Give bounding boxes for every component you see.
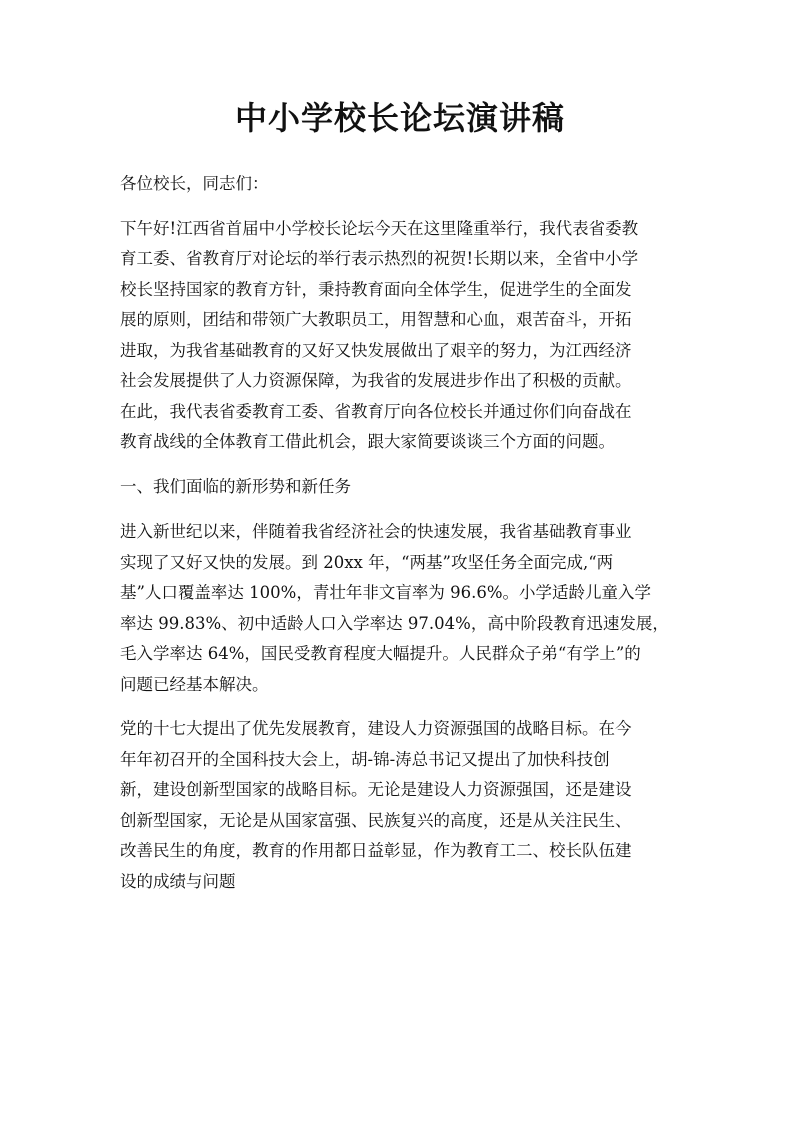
intro-paragraph — [120, 214, 680, 458]
text-line: 校长坚持国家的教育方针，秉持教育面向全体学生，促进学生的全面发 — [120, 279, 632, 299]
text-line: 问题已经基本解决。 — [120, 674, 269, 694]
text-line: 创新型国家，无论是从国家富强、民族复兴的高度，还是从关注民生、 — [120, 810, 632, 830]
text-line: 教育战线的全体教育工借此机会，跟大家简要谈谈三个方面的问题。 — [120, 432, 615, 451]
body-paragraph-2 — [120, 714, 680, 897]
text-line: 社会发展提供了人力资源保障，为我省的发展进步作出了积极的贡献。 — [120, 371, 632, 390]
section-heading: 一、我们面临的新形势和新任务 — [120, 476, 351, 496]
text-line: 新，建设创新型国家的战略目标。无论是建设人力资源强国，还是建设 — [120, 780, 632, 799]
text-line: 在此，我代表省委教育工委、省教育厅向各位校长并通过你们向奋战在 — [120, 401, 632, 421]
text-line: 党的十七大提出了优先发展教育，建设人力资源强国的战略目标。在今 — [120, 719, 632, 738]
text-line: 基”人口覆盖率达 100%，青壮年非文盲率为 96.6%。小学适龄儿童入学 — [120, 583, 652, 602]
text-line: 设的成绩与问题 — [120, 871, 236, 891]
text-line: 毛入学率达 64%，国民受教育程度大幅提升。人民群众子弟“有学上”的 — [120, 644, 641, 663]
text-line: 率达 99.83%、初中适龄人口入学率达 97.04%，高中阶段教育迅速发展， — [120, 613, 669, 633]
text-line: 改善民生的角度，教育的作用都日益彰显，作为教育工二、校长队伍建 — [120, 841, 632, 860]
text-line: 年年初召开的全国科技大会上，胡-锦-涛总书记又提出了加快科技创 — [120, 749, 610, 769]
text-line: 下午好!江西省首届中小学校长论坛今天在这里隆重举行，我代表省委教 — [120, 218, 639, 238]
salutation: 各位校长，同志们： — [120, 174, 269, 193]
text-line: 进入新世纪以来，伴随着我省经济社会的快速发展，我省基础教育事业 — [120, 522, 632, 541]
text-line: 育工委、省教育厅对论坛的举行表示热烈的祝贺!长期以来，全省中小学 — [120, 249, 639, 268]
document-title: 中小学校长论坛演讲稿 — [234, 99, 565, 137]
body-paragraph-1 — [120, 517, 680, 700]
text-line: 实现了又好又快的发展。到 20xx 年，“两基”攻坚任务全面完成,“两 — [120, 552, 614, 572]
text-line: 进取，为我省基础教育的又好又快发展做出了艰辛的努力，为江西经济 — [120, 340, 632, 360]
text-line: 展的原则，团结和带领广大教职员工，用智慧和心血，艰苦奋斗，开拓 — [120, 310, 632, 329]
